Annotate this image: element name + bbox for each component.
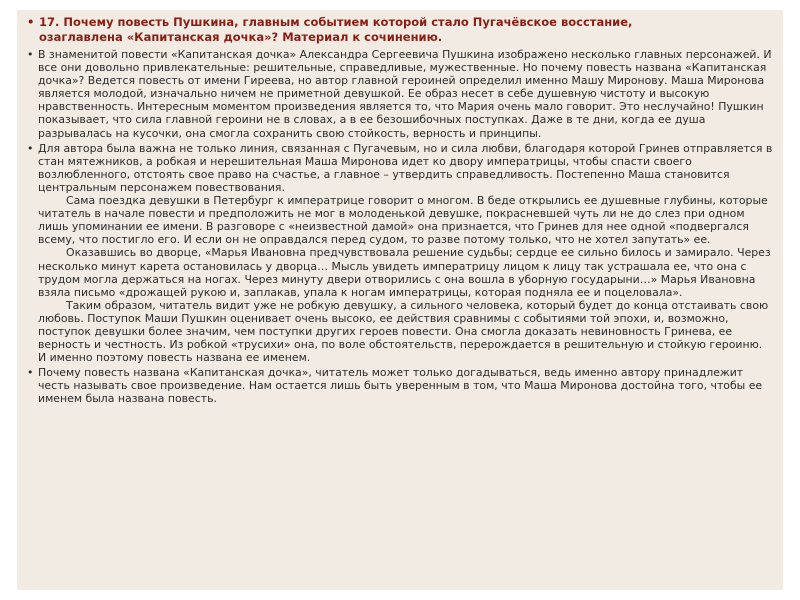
- title-line-1: 17. Почему повесть Пушкина, главным событием которой стало Пугачёвское восстание,: [39, 15, 633, 29]
- paragraph-1-text: В знаменитой повести «Капитанская дочка» Александра Сергеевича Пушкина изображено несколько главных персонажей. И все они довольно привлекательные: решительные, справедливые, мужественные. Но почему повесть названа «Капитанская дочка»? Ведется повесть от имени Гиреева, но автор главной героиней определил именно Машу Миронову. Маша Миронова является молодой, изначально ничем не приметной девушкой. Ее образ несет в себе душевную чистоту и высокую нравственность. Интересным моментом произведения является то, что Мария очень мало говорит. Это неслучайно! Пушкин показывает, что сила главной героини не в словах, а в ее безошибочных поступках. Даже в те дни, когда ее душа разрывалась на кусочки, она смогла сохранить свою стойкость, верность и принципы.: [38, 48, 772, 140]
- paragraph-3: [27, 366, 773, 405]
- bullet-icon: •: [27, 366, 34, 380]
- paragraph-1: [27, 48, 773, 140]
- paragraph-2b-text: Сама поездка девушки в Петербург к императрице говорит о многом. В беде открылись ее душевные глубины, которые читатель в начале повести и предположить не мог в молоденькой девушке, покрасневшей чуть ли не до слез при одном лишь упоминании ее имени. В разговоре с «неизвестной дамой» она признается, что Гринев для нее одной «подвергался всему, что постигло его. И если он не оправдался перед судом, то разве потому только, что не хотел запутать» ее.: [38, 194, 768, 247]
- title-text: [39, 15, 773, 44]
- paragraph-2: [27, 142, 773, 365]
- slide-title: [27, 15, 773, 44]
- paragraph-2a-text: Для автора была важна не только линия, связанная с Пугачевым, но и сила любви, благодаря которой Гринев отправляется в стан мятежников, а робкая и нерешительная Маша Миронова идет ко двору императрицы, чтобы спасти своего возлюбленного, отстоять свое право на счастье, а главное – утвердить справедливость. Постепенно Маша становится центральным персонажем повествования.: [38, 141, 773, 194]
- paragraph-2-body: [38, 142, 773, 365]
- bullet-icon: •: [27, 141, 34, 155]
- bullet-icon: •: [27, 15, 35, 29]
- paragraph-2c-text: Оказавшись во дворце, «Марья Ивановна предчувствовала решение судьбы; сердце ее сильно билось и замирало. Через несколько минут карета остановилась у дворца… Мысль увидеть императрицу лицом к лицу так устрашала ее, что она с трудом могла держаться на ногах. Через минуту двери отворились с она вошла в уборную государыни…» Марья Ивановна взяла письмо «дрожащей рукою и, заплакав, упала к ногам императрицы, которая подняла ее и поцеловала».: [38, 246, 771, 299]
- slide: [17, 10, 783, 590]
- bullet-icon: •: [27, 48, 34, 61]
- paragraph-3-text: Почему повесть названа «Капитанская дочка», читатель может только догадываться, ведь именно автору принадлежит честь называть свое произведение. Нам остается лишь быть уверенным в том, что Маша Миронова достойна того, чтобы ее именем была названа повесть.: [38, 366, 763, 406]
- title-line-2: озаглавлена «Капитанская дочка»? Материал к сочинению.: [39, 29, 443, 44]
- paragraph-2d-text: Таким образом, читатель видит уже не робкую девушку, а сильного человека, который будет до конца отстаивать свою любовь. Поступок Маши Пушкин оценивает очень высоко, ее действия сравнимы с событиями той эпохи, и, возможно, поступок девушки более значим, чем поступки других героев повести. Она смогла доказать невиновность Гринева, ее верность и честность. Из робкой «трусихи» она, по воле обстоятельств, перерождается в решительную и стойкую героиню. И именно поэтому повесть названа ее именем.: [38, 298, 769, 365]
